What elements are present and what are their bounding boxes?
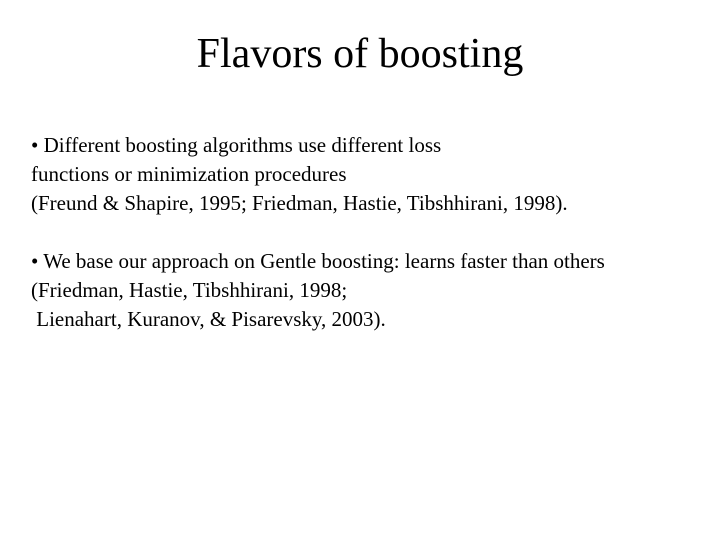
bullet-1 xyxy=(31,131,711,218)
bullet-1-line-2: functions or minimization procedures xyxy=(31,162,347,186)
bullet-2 xyxy=(31,247,711,334)
bullet-2-line-2: (Friedman, Hastie, Tibshhirani, 1998; xyxy=(31,278,348,302)
bullet-2-line-1: • We base our approach on Gentle boosting: learns faster than others xyxy=(31,249,605,273)
bullet-1-line-1: • Different boosting algorithms use different loss xyxy=(31,133,442,157)
bullet-1-line-3: (Freund & Shapire, 1995; Friedman, Hastie, Tibshhirani, 1998). xyxy=(31,191,568,215)
slide-title: Flavors of boosting xyxy=(196,31,524,77)
bullet-2-line-3: Lienahart, Kuranov, & Pisarevsky, 2003). xyxy=(31,307,386,331)
